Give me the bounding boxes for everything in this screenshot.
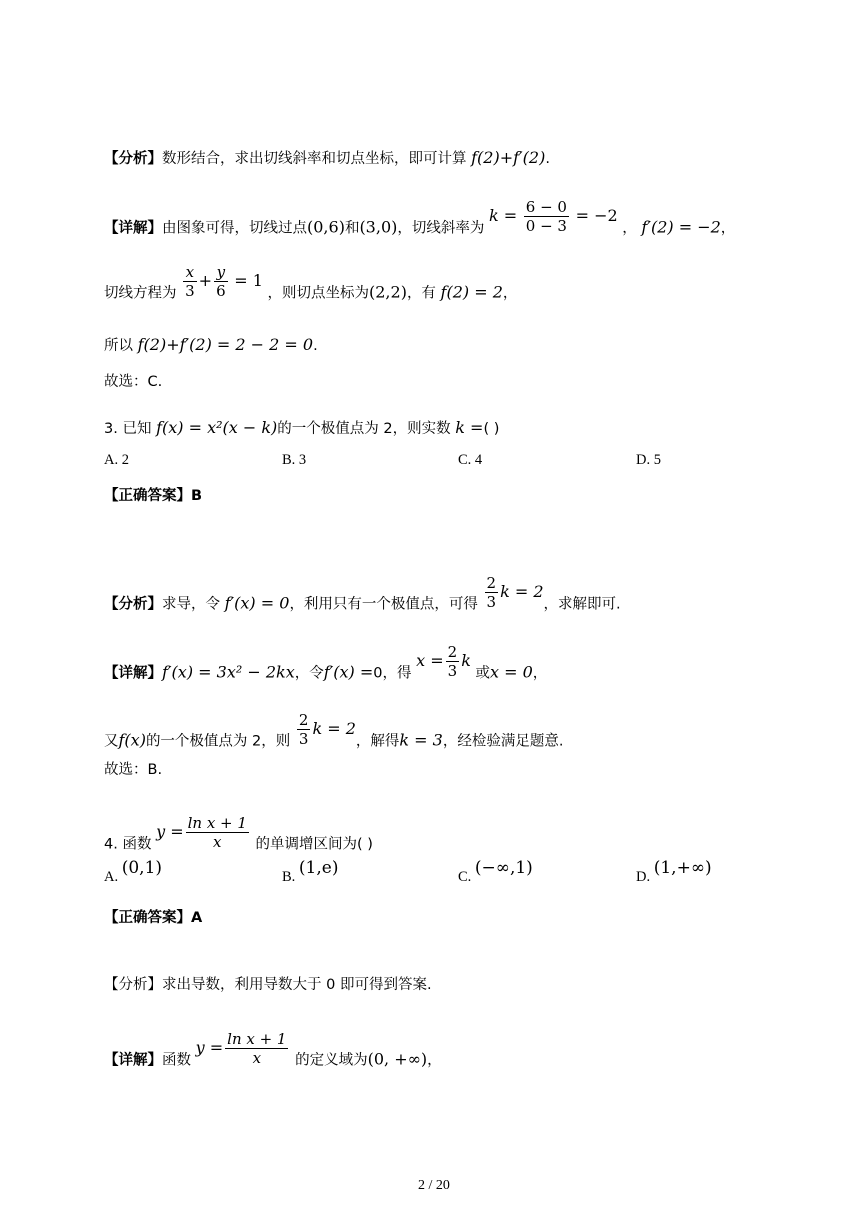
denominator: 3 [298, 730, 309, 748]
analysis-text-3: ，求解即可. [543, 596, 621, 613]
denominator: 3 [486, 593, 497, 611]
point-0-6: (0,6) [307, 217, 345, 237]
analysis-text-2: ，利用只有一个极值点，可得 [289, 596, 478, 613]
slope-numerator: 6 − 0 [525, 198, 567, 216]
slope-formula [488, 198, 622, 235]
or-text: 或 [475, 665, 491, 682]
detail-text-1: ，令 [294, 665, 324, 682]
slope-denominator: 0 − 3 [525, 217, 567, 235]
option-value: (1,e) [298, 858, 339, 878]
q2-choice: 故选：C. [104, 374, 163, 390]
y-eq: y = [156, 821, 184, 841]
option-value: (1,+∞) [653, 858, 712, 878]
k-equals-2: k = 2 [312, 718, 356, 738]
q4-option-c [458, 858, 533, 886]
q3-paren: ( ) [483, 421, 500, 437]
page-number: 2 / 20 [418, 1178, 450, 1193]
sum-expression: f(2)+f′(2) = 2 − 2 = 0 [137, 335, 314, 354]
line-equation-text: 切线方程为 [104, 285, 177, 302]
k-variable: k [461, 650, 471, 670]
detail-text-1: 函数 [162, 1052, 191, 1069]
numerator: 2 [447, 643, 458, 661]
q3-option-b: B. 3 [282, 452, 307, 468]
again-text-4: ，经检验满足题意. [442, 733, 564, 750]
ln-fraction [225, 1030, 288, 1067]
x-denominator: 3 [185, 282, 195, 300]
tangent-text: ，则切点坐标为 [267, 285, 369, 302]
ln-fraction [186, 814, 249, 851]
comma: ， [427, 1052, 442, 1069]
denominator: x [186, 832, 249, 851]
option-label: B. [282, 869, 296, 885]
analysis-equation [483, 574, 544, 611]
x-over-3 [183, 263, 197, 300]
analysis-text: 数形结合，求出切线斜率和切点坐标，即可计算 [162, 151, 467, 167]
q2-conclusion-line: 所以 f(2)+f′(2) = 2 − 2 = 0. [104, 335, 318, 354]
q4-detail-function [195, 1030, 291, 1067]
q3-function: f(x) = x²(x − k) [156, 418, 278, 437]
slope-lhs: k = [488, 205, 518, 225]
derivative-lhs: f′(x) = [323, 662, 374, 682]
numerator: 2 [298, 711, 309, 729]
two-thirds [485, 574, 499, 611]
derivative-expression: f′(x) = 3x² − 2kx [162, 662, 295, 682]
q2-detail-line-1: 【详解】由图象可得，切线过点(0,6)和(3,0)，切线斜率为 k = $\frac{6 - 0}{0 - 3}$ = −2 ， f′(2) = −2， [104, 198, 736, 237]
y-eq: y = [195, 1037, 224, 1057]
q3-choice: 故选：B. [104, 762, 163, 778]
slope-rhs: = −2 [575, 205, 618, 225]
numerator: ln x + 1 [227, 1030, 287, 1048]
q3-option-c: C. 4 [458, 452, 483, 468]
line-equation: $\frac{x}{3}$ + $\frac{y}{6}$ = 1 [185, 263, 263, 300]
q4-analysis: 【分析】求出导数，利用导数大于 0 即可得到答案. [104, 977, 432, 993]
q3-option-d: D. 5 [636, 452, 661, 468]
analysis-label: 【分析】 [104, 596, 162, 613]
q3-analysis-line [104, 574, 621, 623]
detail-text-2: 的定义域为 [295, 1052, 368, 1069]
analysis-label: 【分析】 [104, 151, 162, 167]
q3-answer: 【正确答案】B [104, 488, 203, 504]
and-text: 和 [344, 220, 360, 237]
comma: ， [532, 665, 548, 682]
two-thirds [297, 711, 311, 748]
derivative-zero: f′(x) = 0 [224, 593, 290, 613]
numerator: ln x + 1 [187, 814, 247, 832]
q3-mid-text: 的一个极值点为 2，则实数 [277, 421, 451, 437]
k-equals-2: k = 2 [500, 581, 544, 601]
q4-option-b [282, 858, 339, 886]
x-numerator: x [185, 263, 195, 281]
option-value: (0,1) [121, 858, 163, 878]
q3-option-a: A. 2 [104, 452, 129, 468]
q3-detail-line [104, 643, 548, 692]
y-over-6 [214, 263, 228, 300]
q4-suffix: 的单调增区间为( ) [255, 836, 373, 853]
again-text-1: 又 [104, 733, 119, 750]
q2-detail-line-2: 切线方程为 $\frac{x}{3}$ + $\frac{y}{6}$ = 1 ，则切点坐标为(2,2)，有 f(2) = 2， [104, 263, 518, 302]
detail-text: 由图象可得，切线过点 [162, 220, 307, 237]
detail-label: 【详解】 [104, 665, 162, 682]
domain-interval: (0, +∞) [367, 1049, 428, 1069]
q2-analysis-line: 【分析】数形结合，求出切线斜率和切点坐标，即可计算 f(2)+f′(2). [104, 148, 550, 167]
tangent-point: (2,2) [369, 282, 407, 302]
function-f: f(x) [118, 730, 146, 750]
q4-function [156, 814, 251, 851]
option-label: A. [104, 869, 119, 885]
analysis-expression: f(2)+f′(2) [471, 148, 546, 167]
q3-again-line [104, 711, 564, 760]
x-solution [416, 643, 471, 680]
analysis-text-1: 求导，令 [162, 596, 220, 613]
point-3-0: (3,0) [359, 217, 398, 237]
q4-answer: 【正确答案】A [104, 910, 203, 926]
q3-k: k = [455, 418, 484, 437]
denominator: x [225, 1048, 288, 1067]
q4-detail-line [104, 1030, 442, 1079]
slope-fraction [524, 198, 569, 235]
slope-text: ，切线斜率为 [397, 220, 485, 237]
so-text: 所以 [104, 338, 133, 354]
two-thirds [446, 643, 460, 680]
k-equals-3: k = 3 [399, 730, 443, 750]
equation-rhs: = 1 [234, 270, 263, 290]
option-label: D. [636, 869, 651, 885]
again-text-2: 的一个极值点为 2，则 [145, 733, 291, 750]
denominator: 3 [447, 662, 458, 680]
f2-value: f(2) = 2 [440, 282, 503, 302]
q4-prefix: 4. 函数 [104, 836, 152, 853]
y-denominator: 6 [216, 282, 226, 300]
again-equation [295, 711, 356, 748]
option-value: (−∞,1) [474, 858, 533, 878]
again-text-3: ，解得 [355, 733, 400, 750]
x-eq: x = [416, 650, 444, 670]
detail-text-2: 0，得 [373, 665, 412, 682]
numerator: 2 [486, 574, 497, 592]
q3-prefix: 3. 已知 [104, 421, 152, 437]
option-label: C. [458, 869, 472, 885]
x-zero: x = 0 [490, 662, 533, 682]
derivative-value: f′(2) = −2 [641, 217, 721, 237]
y-numerator: y [216, 263, 226, 281]
q4-option-a [104, 858, 163, 886]
detail-label: 【详解】 [104, 220, 162, 237]
detail-label: 【详解】 [104, 1052, 162, 1069]
q4-option-d [636, 858, 712, 886]
q3-stem [104, 418, 499, 439]
have-text: ，有 [406, 285, 436, 302]
